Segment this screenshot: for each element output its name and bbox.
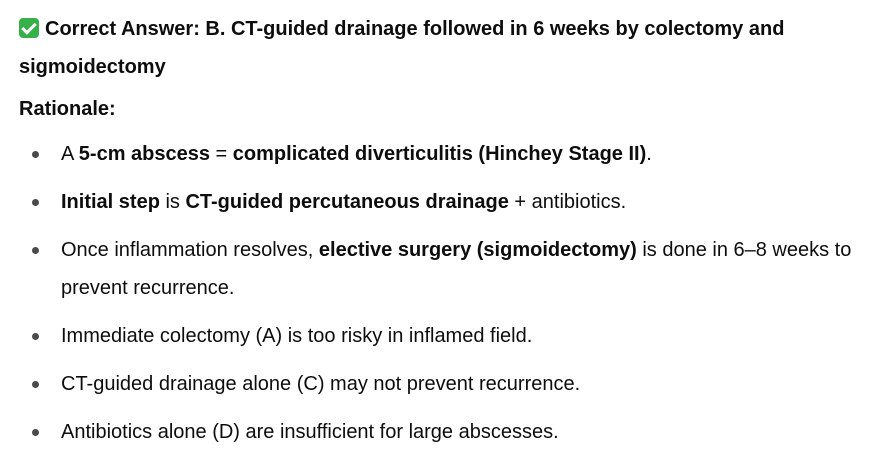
bullet-icon [32,247,39,254]
bold-segment: 5-cm abscess [78,143,210,165]
bullet-icon [32,199,39,206]
correct-answer-text: Correct Answer: B. CT-guided drainage followed in 6 weeks by colectomy and sigmoidectomy [19,18,785,78]
correct-answer [19,10,859,86]
bold-segment: complicated diverticulitis (Hinchey Stage II) [232,143,647,165]
list-item [19,317,859,355]
bold-segment: elective surgery (sigmoidectomy) [318,239,637,261]
text-segment: Once inflammation resolves, [61,239,319,261]
bold-segment: Initial step [61,191,160,213]
text-segment: + antibiotics. [508,191,627,213]
list-item [19,135,859,173]
list-item [19,365,859,403]
bullet-icon [32,151,39,158]
rationale-list [19,135,859,451]
bullet-icon [32,381,39,388]
bullet-icon [32,333,39,340]
text-segment: = [210,143,233,165]
check-mark-icon [19,18,39,38]
text-segment: is done in 6–8 weeks to prevent recurrence. [61,239,852,299]
answer-rationale-block [19,10,859,461]
list-item [19,231,859,307]
text-segment: . [646,143,652,165]
text-segment: Antibiotics alone (D) are insufficient for large abscesses. [61,421,559,443]
text-segment: CT-guided drainage alone (C) may not prevent recurrence. [61,373,581,395]
text-segment: A [61,143,79,165]
text-segment: is [159,191,186,213]
bullet-icon [32,429,39,436]
rationale-heading: Rationale: [19,98,116,120]
list-item [19,413,859,451]
bold-segment: CT-guided percutaneous drainage [185,191,509,213]
text-segment: Immediate colectomy (A) is too risky in inflamed field. [61,325,533,347]
list-item [19,183,859,221]
